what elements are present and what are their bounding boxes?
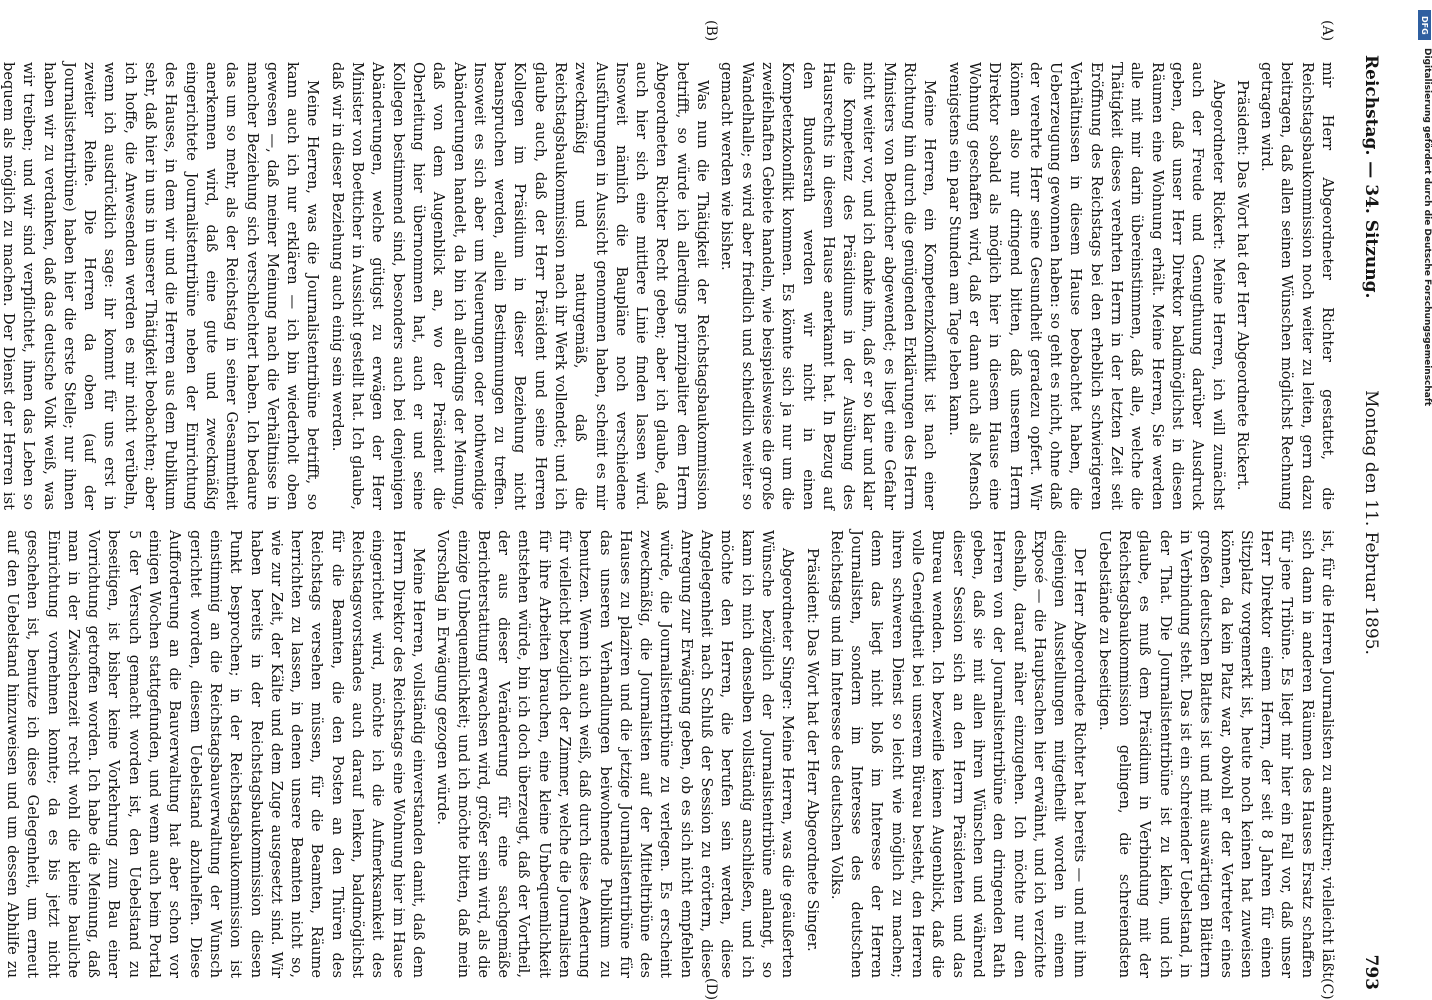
margin-marker-c: (C) [1319,978,1335,1000]
paragraph: Meine Herren, ein Kompetenzkonflikt ist nach einer Richtung hin durch die genügenden Erklärungen des Herrn Ministers von Boetticher abgewendet; es liegt eine Gefahr nicht weiter vor, und ich danke ihm, daß er so klar und klar die Kompetenz des Präsidiums in der Ausübung des Hausrechts in diesem Hause anerkannt hat. In Bezug auf den Bundesrath werden wir nicht in einen Kompetenzkonflikt kommen. Es könnte sich ja nur um die zweifelhaften Gebiete handeln, wie beispielsweise die große Wandelhalle; es wird aber friedlich und schiedlich weiter so gemacht werden wie bisher. [718,62,939,510]
paragraph: Präsident: Das Wort hat der Herr Abgeordnete Rickert. [1233,80,1251,491]
header-date: Montag den 11. Februar 1895. [1361,390,1381,655]
page-number: 793 [1361,954,1381,990]
paragraph: Abgeordneter Rickert: Meine Herren, ich will zunächst auch der Freude und Genugthuung darüber Ausdruck geben, daß unser Herr Direktor baldmöglichst in diesen Räumen eine Wohnung erhält. Meine Herren, Sie werden alle mit mir darin übereinstimmen, daß alle, welche die Thätigkeit dieses verehrten Herrn in der letzten Zeit seit Eröffnung des Reichstags bei den erheblich schwierigeren Verhältnissen in diesem Hause beobachtet haben, die Ueberzeugung gewonnen haben: so geht es nicht, ohne daß der verehrte Herr seine Gesundheit geradezu opfert. Wir können also nur dringend bitten, daß unserem Herrn Direktor sobald als möglich hier in diesem Hause eine Wohnung geschaffen wird, daß er dann auch als Mensch wenigstens ein paar Stunden am Tage leben kann. [945,62,1227,510]
paragraph: Präsident: Das Wort hat der Herr Abgeordnete Singer. [803,548,821,952]
paragraph: Der Herr Abgeordnete Richter hat bereits — und mit ihm diejenigen Ausstellungen mitgetheilt worden in einem Exposé — die Hauptsachen hier erwähnt, und ich verzichte deshalb, darauf näher einzugehen. Ich möchte nur den Herren von der Journalistentribüne den dringenden Rath geben, daß sie mit allen ihren Wünschen und während dieser Session sich an den Herrn Präsidenten und das Bureau wenden. Ich bezweifle keinen Augenblick, daß die volle Geneigtheit bei unserem Büreau besteht, den Herren ihren schweren Dienst so leicht wie möglich zu machen; denn das liegt nicht bloß im Interesse der Herren Journalisten, sondern im Interesse des deutschen Reichstags und im Interesse des deutschen Volks. [827,530,1089,978]
margin-marker-b: (B) [703,20,719,42]
paragraph: Meine Herren, was die Journalistentribüne betrifft, so kann auch ich nur erklären — ich bin wiederholt oben gewesen —, daß meiner Meinung nach die Verhältnisse in mancher Beziehung sich verschlechtert haben. Ich bedaure das um so mehr, als der Reichstag in seiner Gesammtheit anerkennen wird, daß eine gute und zweckmäßig eingerichtete Journalistentribüne neben der Einrichtung des Hauses, in dem wir und die Herren aus dem Publikum sehr, daß hier in uns in unserer Thätigkeit beobachten; aber ich hoffe, die Anwesenden werden es mir nicht verübeln, wenn ich ausdrücklich sage: ihr kommt für uns erst in zweiter Reihe. Die Herren da oben (auf der Journalistentribüne) haben hier die erste Stelle; nur ihnen haben wir zu verdanken, daß das deutsche Volk weiß, was wir treiben; und wir sind verpflichtet, ihnen das Leben so bequem als möglich zu machen. Der Dienst der Herren ist [0,62,322,510]
text-column-right [4,530,1337,978]
paragraph: Was nun die Thätigkeit der Reichstagsbaukommission betrifft, so würde ich allerdings prinzipaliter dem Herrn Abgeordneten Richter Recht geben; aber ich glaube, daß auch hier sich eine mittlere Linie finden lassen wird. Insoweit nämlich die Baupläne noch verschiedene Ausführungen in Aussicht genommen haben, scheint es mir zweckmäßig und naturgemäß, daß die Reichstagsbaukommission nach ihr Werk vollendet; und ich glaube auch, daß der Herr Präsident und seine Herren Kollegen im Präsidium in dieser Beziehung nicht beanspruchen werden, allein Bestimmungen zu treffen. Insoweit es sich aber um Neuerungen oder nothwendige Abänderungen handelt, da bin ich allerdings der Meinung, daß von dem Augenblick an, wo der Präsident die Oberleitung hier übernommen hat, auch er und seine Kollegen bestimmend sind, besonders auch bei denjenigen Abänderungen, welche gütigst zu erwägen der Herr Minister von Boetticher in Aussicht gestellt hat. Ich glaube, daß wir in dieser Beziehung auch einig sein werden. [328,62,712,510]
paragraph: ist, für die Herren Journalisten zu annektiren; vielleicht läßt sich dann in anderen Räumen des Hauses Ersatz schaffen für jene Tribüne. Es liegt mir hier ein Fall vor, daß unser Herr Direktor einem Herrn, der seit 8 Jahren für einen Sitzplatz vorgemerkt ist, heute noch keinen hat zuweisen können, da kein Platz war, obwohl er der Vertreter eines großen deutschen Blattes ist und mit auswärtigen Blättern in Verbindung steht. Das ist ein schreiender Uebelstand, in der That. Die Journalistentribüne ist zu klein, und ich glaube, es muß dem Präsidium in Verbindung mit der Reichstagsbaukommission gelingen, die schreiendsten Uebelstände zu beseitigen. [1095,530,1336,978]
page-header [1351,55,1381,990]
paragraph: Meine Herren, vollständig einverstanden damit, daß dem Herrn Direktor des Reichstags eine Wohnung hier im Hause eingerichtet wird, möchte ich die Aufmerksamkeit des Reichstagsvorstandes auch darauf lenken, baldmöglichst für die Beamten, die den Posten an den Thüren des Reichstags versehen müssen, für die Beamten, Räume herrichten zu lassen, in denen unsere Beamten nicht so, wie zur Zeit, der Kälte und dem Zuge ausgesetzt sind. Wir haben bereits in der Reichstagsbaukommission diesen Punkt besprochen; in der Reichstagsbaukommission ist einstimmig an die Reichstagsbauverwaltung der Wunsch gerichtet worden, diesem Uebelstand abzuhelfen. Diese Aufforderung an die Bauverwaltung hat aber schon vor einigen Wochen stattgefunden, und wenn auch beim Portal 5 der Versuch gemacht worden ist, den Uebelstand zu beseitigen, ist bisher keine Vorkehrung zum Bau einer Vorrichtung getroffen worden. Ich habe die Meinung, daß man in der Zwischenzeit recht wohl die kleine bauliche Einrichtung vornehmen konnte; da es bis jetzt nicht geschehen ist, benutze ich diese Gelegenheit, um erneut auf den Uebelstand hinzuweisen und um dessen Abhilfe zu [4,530,427,978]
paragraph: mir Herr Abgeordneter Richter gestattet, die Reichstagsbaukommission noch weiter zu leiten, gern dazu beitragen, daß allen seinen Wünschen möglichst Rechnung getragen wird. [1258,62,1336,510]
paragraph: Abgeordneter Singer: Meine Herren, was die geäußerten Wünsche bezüglich der Journalistentribüne anlangt, so kann ich mich denselben vollständig anschließen, und ich möchte den Herren, die berufen sein werden, diese Angelegenheit nach Schluß der Session zu erörtern, diese Anregung zur Erwägung geben, ob es sich nicht empfehlen würde, die Journalistentribüne zu verlegen. Es erscheint zweckmäßig, die Journalisten auf der Mitteltribüne des Hauses zu plaziren und die jetzige Journalistentribüne für das unseren Verhandlungen beiwohnende Publikum zu benutzen. Wenn ich auch weiß, daß durch diese Aenderung für vielleicht bezüglich der Zimmer, welche die Journalisten für ihre Arbeiten brauchen, eine kleine Unbequemlichkeit entstehen würde, bin ich doch überzeugt, daß der Vortheil, der aus dieser Veränderung für eine sachgemäße Berichterstattung erwachsen wird, größer sein wird, als die einzige Unbequemlichkeit; und ich möchte bitten, daß mein Vorschlag in Erwägung gezogen würde. [434,530,797,978]
digitization-note: Digitalisierung gefördert durch die Deutsche Forschungsgemeinschaft [1422,48,1432,407]
header-left: Reichstag. — 34. Sitzung. [1361,55,1381,299]
margin-marker-d: (D) [703,978,719,1000]
text-column-left [0,62,1337,510]
dfg-logo: DFG [1418,10,1431,40]
margin-marker-a: (A) [1319,20,1335,42]
